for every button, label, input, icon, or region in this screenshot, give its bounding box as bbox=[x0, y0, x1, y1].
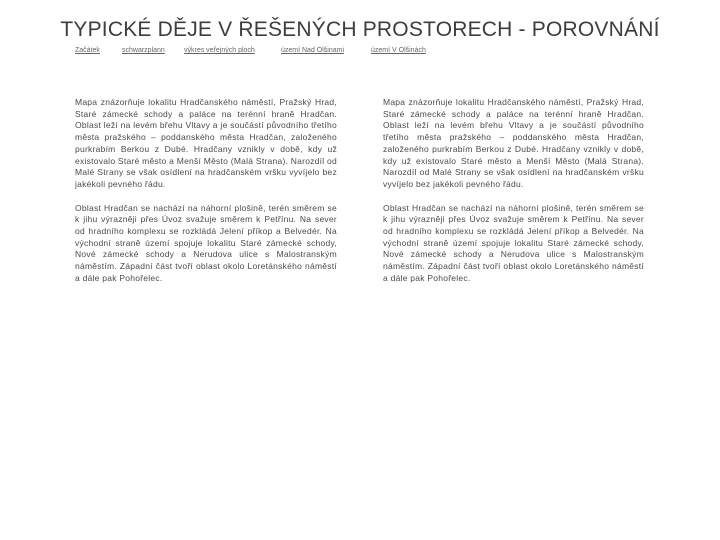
left-text-column bbox=[75, 97, 337, 297]
right-paragraph-2: Oblast Hradčan se nachází na náhorní plošině, terén směrem se k jihu výrazněji přes Úvoz svažuje směrem k Petřínu. Na sever od hradního komplexu se rozkládá Jelení příkop a Belvedér. Na východní straně území spojuje lokalitu Staré zámecké schody, Nové zámecké schody a Nerudova ulice s Malostranským náměstím. Západní část tvoří oblast okolo Loretánského náměstí a dále pak Pohořelec. bbox=[383, 202, 644, 283]
left-paragraph-1: Mapa znázorňuje lokalitu Hradčanského náměstí, Pražský Hrad, Staré zámecké schody a paláce na terénní hraně Hradčan. Oblast leží na levém břehu Vltavy a je součástí původního třetího města pražského – poddanského města Hradčan, založeného purkrabím Berkou z Dubé. Hradčany vznikly v době, kdy už existovalo Staré město a Menší Město (Malá Strana). Narozdíl od Malé Strany se však osídlení na hradčanském vršku vyvíjelo bez jakékoli pevného řádu. bbox=[75, 97, 337, 189]
right-text-column bbox=[383, 97, 644, 297]
nav-link-nad-olsinami[interactable]: území Nad Olšinami bbox=[281, 47, 345, 54]
nav-link-public-spaces-drawing[interactable]: výkres veřejných ploch bbox=[184, 47, 255, 54]
right-paragraph-1: Mapa znázorňuje lokalitu Hradčanského náměstí, Pražský Hrad, Staré zámecké schody a paláce na terénní hraně Hradčan. Oblast leží na levém břehu Vltavy a je součástí původního třetího města pražského – poddanského města Hradčan, založeného purkrabím Berkou z Dubé. Hradčany vznikly v době, kdy už existovalo Staré město a Menší Město (Malá Strana). Narozdíl od Malé Strany se však osídlení na hradčanském vršku vyvíjelo bez jakékoli pevného řádu. bbox=[383, 97, 644, 189]
nav-link-start[interactable]: Začátek bbox=[75, 47, 100, 54]
left-paragraph-2: Oblast Hradčan se nachází na náhorní plošině, terén směrem se k jihu výrazněji přes Úvoz svažuje směrem k Petřínu. Na sever od hradního komplexu se rozkládá Jelení příkop a Belvedér. Na východní straně území spojuje lokalitu Staré zámecké schody, Nové zámecké schody a Nerudova ulice s Malostranským náměstím. Západní část tvoří oblast okolo Loretánského náměstí a dále pak Pohořelec. bbox=[75, 202, 337, 283]
nav-link-v-olsinach[interactable]: území V Olšinách bbox=[371, 47, 426, 54]
page-title: TYPICKÉ DĚJE V ŘEŠENÝCH PROSTORECH - POROVNÁNÍ bbox=[60, 18, 660, 41]
nav-link-schwarzplan[interactable]: schwarzplann bbox=[122, 47, 165, 54]
top-navigation bbox=[0, 47, 720, 61]
